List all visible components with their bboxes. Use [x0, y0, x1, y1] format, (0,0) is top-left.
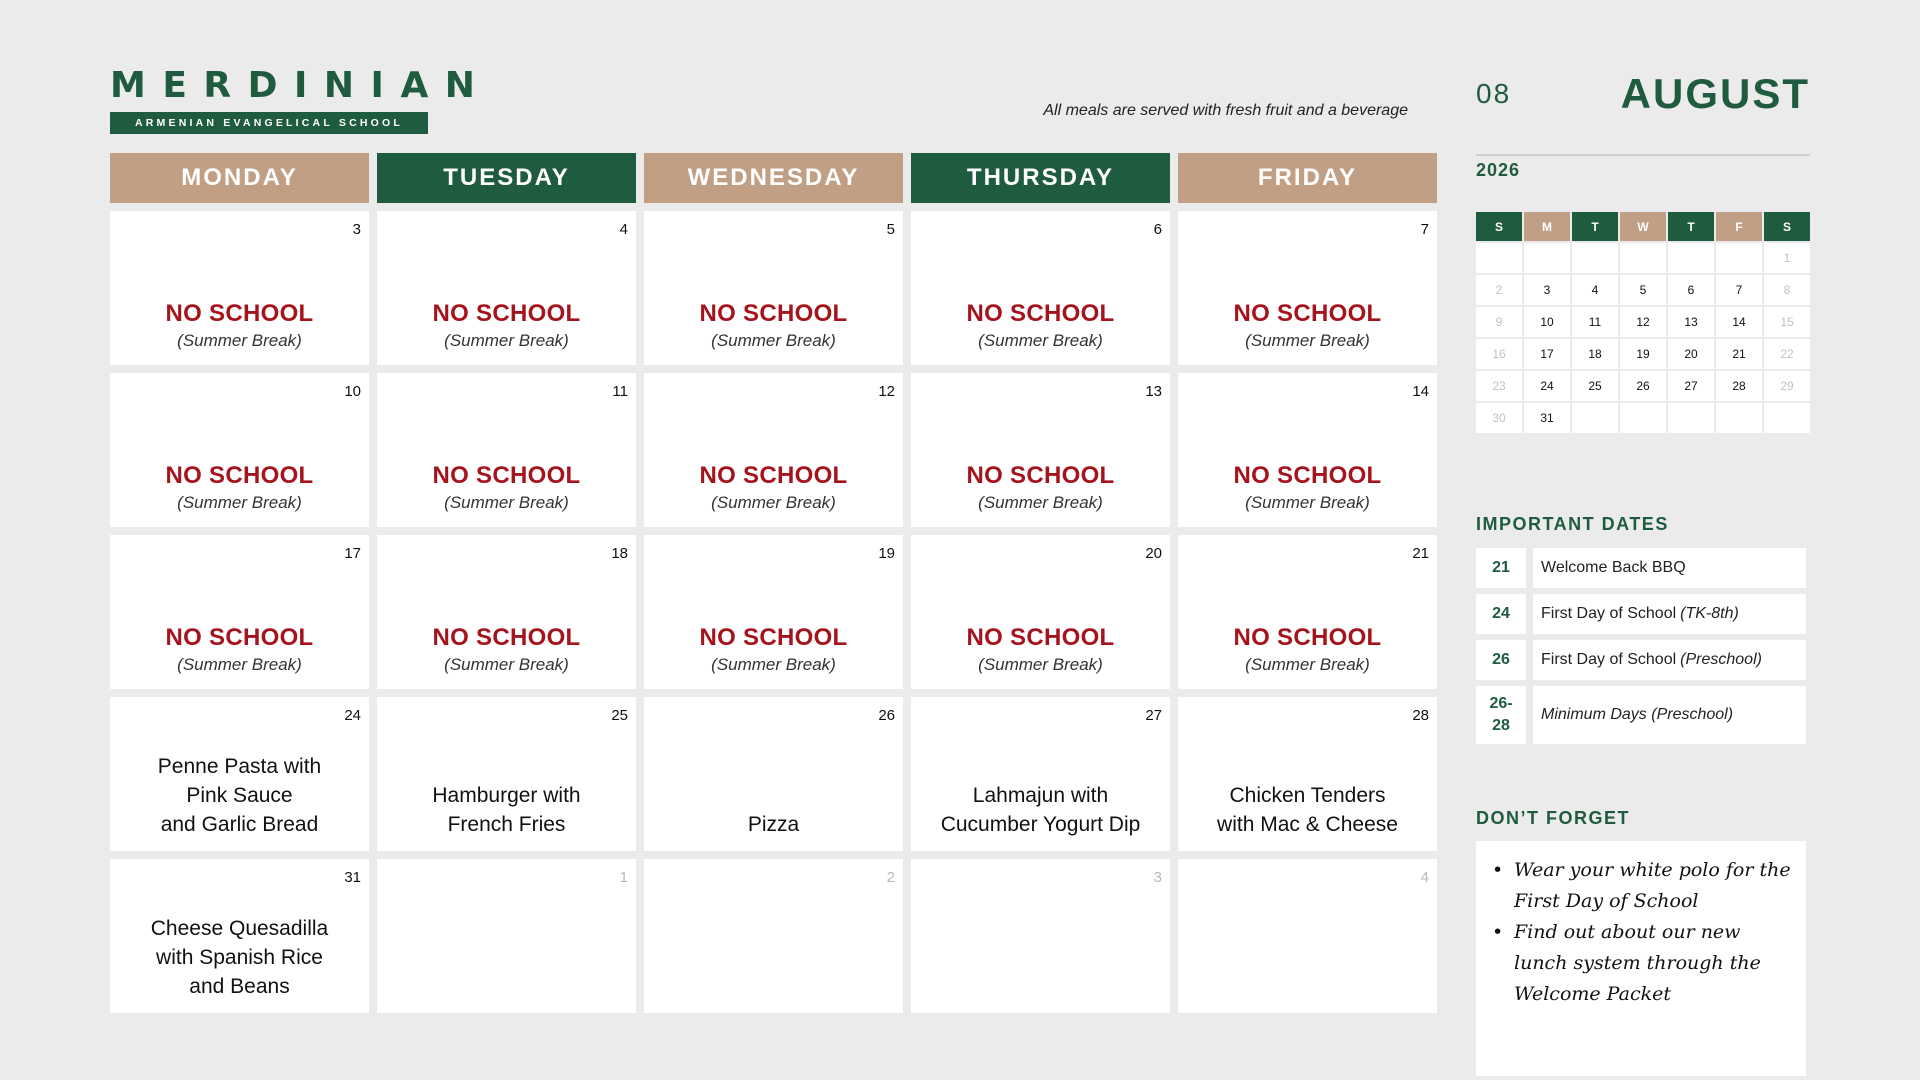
- day-content: [377, 781, 636, 839]
- logo-wordmark: MERDINIAN: [110, 65, 492, 106]
- calendar-week-row: [110, 535, 1437, 689]
- mini-weekday-header: M: [1524, 212, 1570, 241]
- weekday-header-monday: MONDAY: [110, 153, 369, 203]
- no-school-label: NO SCHOOL: [165, 300, 314, 327]
- meal-line: Lahmajun with: [972, 784, 1109, 807]
- weekday-header-wednesday: WEDNESDAY: [644, 153, 903, 203]
- mini-calendar: [1476, 212, 1810, 433]
- important-date-text: [1533, 640, 1806, 680]
- month-name: AUGUST: [1620, 70, 1810, 117]
- mini-calendar-day: 9: [1476, 307, 1522, 337]
- summer-break-note: (Summer Break): [444, 493, 569, 512]
- day-content: [1178, 299, 1437, 353]
- mini-weekday-header: T: [1668, 212, 1714, 241]
- calendar-week-row: [110, 373, 1437, 527]
- day-content: [911, 461, 1170, 515]
- no-school-label: NO SCHOOL: [966, 300, 1115, 327]
- mini-calendar-day: 26: [1620, 371, 1666, 401]
- day-cell: [377, 373, 636, 527]
- mini-calendar-day: [1620, 403, 1666, 433]
- no-school-label: NO SCHOOL: [432, 462, 581, 489]
- mini-calendar-day: 2: [1476, 275, 1522, 305]
- mini-calendar-day: 28: [1716, 371, 1762, 401]
- important-date-text: [1533, 686, 1806, 744]
- date-number: 20: [1145, 545, 1162, 562]
- mini-calendar-row: [1476, 275, 1810, 305]
- day-content: [377, 461, 636, 515]
- meal-line: with Mac & Cheese: [1217, 813, 1398, 836]
- day-cell: [911, 697, 1170, 851]
- mini-calendar-row: [1476, 371, 1810, 401]
- date-number: 24: [344, 707, 361, 724]
- calendar-week-row: [110, 211, 1437, 365]
- summer-break-note: (Summer Break): [978, 655, 1103, 674]
- mini-calendar-day: [1620, 243, 1666, 273]
- day-cell: [110, 373, 369, 527]
- day-content: [911, 623, 1170, 677]
- important-date-day: 26- 28: [1476, 686, 1526, 744]
- summer-break-note: (Summer Break): [177, 655, 302, 674]
- mini-calendar-day: 21: [1716, 339, 1762, 369]
- date-number: 2: [886, 869, 895, 886]
- logo-subtitle: ARMENIAN EVANGELICAL SCHOOL: [110, 112, 428, 134]
- day-cell: [1178, 535, 1437, 689]
- day-content: [1178, 781, 1437, 839]
- mini-calendar-day: 6: [1668, 275, 1714, 305]
- day-cell: [377, 211, 636, 365]
- mini-weekday-header: S: [1476, 212, 1522, 241]
- important-date-day: 26: [1476, 640, 1526, 680]
- summer-break-note: (Summer Break): [711, 655, 836, 674]
- summer-break-note: (Summer Break): [1245, 493, 1370, 512]
- day-cell: [911, 211, 1170, 365]
- summer-break-note: (Summer Break): [177, 493, 302, 512]
- summer-break-note: (Summer Break): [444, 655, 569, 674]
- mini-calendar-day: 18: [1572, 339, 1618, 369]
- mini-calendar-header: [1476, 212, 1810, 241]
- meal-line: Pink Sauce: [186, 784, 293, 807]
- mini-calendar-day: 17: [1524, 339, 1570, 369]
- mini-calendar-day: [1572, 403, 1618, 433]
- summer-break-note: (Summer Break): [978, 493, 1103, 512]
- mini-calendar-day: 1: [1764, 243, 1810, 273]
- dont-forget-title: DON’T FORGET: [1476, 808, 1630, 828]
- meal-line: Cheese Quesadilla: [150, 917, 329, 940]
- important-date-item: [1476, 594, 1806, 634]
- date-number: 5: [886, 221, 895, 238]
- weekday-header-thursday: THURSDAY: [911, 153, 1170, 203]
- mini-calendar-day: 14: [1716, 307, 1762, 337]
- important-date-day: 24: [1476, 594, 1526, 634]
- no-school-label: NO SCHOOL: [699, 300, 848, 327]
- date-number: 7: [1420, 221, 1429, 238]
- date-number: 26: [878, 707, 895, 724]
- school-logo: [110, 65, 492, 134]
- no-school-label: NO SCHOOL: [165, 624, 314, 651]
- mini-calendar-day: 7: [1716, 275, 1762, 305]
- date-number: 27: [1145, 707, 1162, 724]
- important-dates-title: IMPORTANT DATES: [1476, 514, 1669, 534]
- meal-line: and Beans: [189, 975, 290, 998]
- day-cell: [644, 535, 903, 689]
- day-cell: [644, 859, 903, 1013]
- mini-calendar-day: 20: [1668, 339, 1714, 369]
- mini-calendar-day: 31: [1524, 403, 1570, 433]
- meal-line: Pizza: [747, 813, 800, 836]
- mini-calendar-day: 13: [1668, 307, 1714, 337]
- mini-calendar-day: 11: [1572, 307, 1618, 337]
- day-cell: [377, 859, 636, 1013]
- important-date-item: [1476, 686, 1806, 744]
- weekday-header-tuesday: TUESDAY: [377, 153, 636, 203]
- day-content: [644, 299, 903, 353]
- no-school-label: NO SCHOOL: [699, 624, 848, 651]
- mini-calendar-day: [1572, 243, 1618, 273]
- day-cell: [911, 535, 1170, 689]
- month-number: 08: [1476, 78, 1512, 109]
- mini-calendar-day: [1668, 403, 1714, 433]
- mini-weekday-header: F: [1716, 212, 1762, 241]
- meal-line: and Garlic Bread: [160, 813, 319, 836]
- date-number: 28: [1412, 707, 1429, 724]
- summer-break-note: (Summer Break): [978, 331, 1103, 350]
- date-number: 25: [611, 707, 628, 724]
- mini-calendar-day: 29: [1764, 371, 1810, 401]
- day-cell: [1178, 697, 1437, 851]
- day-cell: [110, 697, 369, 851]
- important-date-item: [1476, 548, 1806, 588]
- mini-calendar-day: [1716, 243, 1762, 273]
- mini-calendar-day: 23: [1476, 371, 1522, 401]
- date-number: 4: [1420, 869, 1429, 886]
- meal-line: with Spanish Rice: [156, 946, 323, 969]
- mini-calendar-row: [1476, 339, 1810, 369]
- no-school-label: NO SCHOOL: [1233, 300, 1382, 327]
- date-number: 6: [1153, 221, 1162, 238]
- dont-forget-item: • Find out about our new lunch system through the Welcome Packet: [1500, 917, 1796, 1010]
- date-number: 3: [352, 221, 361, 238]
- day-cell: [911, 859, 1170, 1013]
- day-content: [110, 914, 369, 1001]
- day-content: [1178, 623, 1437, 677]
- mini-calendar-row: [1476, 403, 1810, 433]
- mini-weekday-header: T: [1572, 212, 1618, 241]
- summer-break-note: (Summer Break): [711, 331, 836, 350]
- day-cell: [377, 697, 636, 851]
- day-content: [377, 623, 636, 677]
- calendar-week-row: [110, 859, 1437, 1013]
- day-content: [644, 461, 903, 515]
- day-cell: [911, 373, 1170, 527]
- dont-forget-box: [1476, 841, 1806, 1076]
- mini-calendar-day: 8: [1764, 275, 1810, 305]
- lunch-calendar: [110, 153, 1437, 1013]
- mini-calendar-day: 12: [1620, 307, 1666, 337]
- divider: [1476, 154, 1810, 156]
- day-cell: [644, 697, 903, 851]
- important-date-title: First Day of School: [1541, 605, 1677, 622]
- important-date-note: Minimum Days (Preschool): [1541, 706, 1734, 723]
- mini-calendar-day: 19: [1620, 339, 1666, 369]
- mini-calendar-day: [1476, 243, 1522, 273]
- summer-break-note: (Summer Break): [177, 331, 302, 350]
- important-date-note: (Preschool): [1680, 651, 1762, 668]
- meal-line: French Fries: [447, 813, 566, 836]
- no-school-label: NO SCHOOL: [432, 300, 581, 327]
- mini-calendar-day: 4: [1572, 275, 1618, 305]
- mini-weekday-header: W: [1620, 212, 1666, 241]
- mini-calendar-day: 3: [1524, 275, 1570, 305]
- mini-calendar-row: [1476, 307, 1810, 337]
- date-number: 4: [619, 221, 628, 238]
- date-number: 1: [619, 869, 628, 886]
- day-cell: [644, 211, 903, 365]
- mini-calendar-day: 25: [1572, 371, 1618, 401]
- mini-calendar-day: [1716, 403, 1762, 433]
- date-number: 17: [344, 545, 361, 562]
- no-school-label: NO SCHOOL: [165, 462, 314, 489]
- day-cell: [1178, 859, 1437, 1013]
- calendar-week-row: [110, 697, 1437, 851]
- date-number: 13: [1145, 383, 1162, 400]
- important-date-text: [1533, 548, 1806, 588]
- important-date-title: Welcome Back BBQ: [1541, 559, 1686, 576]
- day-content: [911, 299, 1170, 353]
- mini-calendar-day: [1668, 243, 1714, 273]
- day-cell: [110, 535, 369, 689]
- date-number: 21: [1412, 545, 1429, 562]
- no-school-label: NO SCHOOL: [432, 624, 581, 651]
- day-content: [644, 623, 903, 677]
- date-number: 19: [878, 545, 895, 562]
- day-content: [1178, 461, 1437, 515]
- meal-line: Hamburger with: [432, 784, 581, 807]
- date-number: 18: [611, 545, 628, 562]
- day-cell: [110, 211, 369, 365]
- mini-calendar-day: 27: [1668, 371, 1714, 401]
- dont-forget-list: [1500, 855, 1796, 1010]
- year-label: 2026: [1476, 160, 1521, 180]
- day-content: [911, 781, 1170, 839]
- day-content: [110, 752, 369, 839]
- no-school-label: NO SCHOOL: [1233, 462, 1382, 489]
- calendar-weeks: [110, 211, 1437, 1013]
- date-number: 12: [878, 383, 895, 400]
- dont-forget-item: • Wear your white polo for the First Day of School: [1500, 855, 1796, 917]
- day-content: [110, 461, 369, 515]
- mini-calendar-day: 30: [1476, 403, 1522, 433]
- important-dates-list: [1476, 548, 1806, 750]
- meal-line: Penne Pasta with: [157, 755, 322, 778]
- weekday-header-row: [110, 153, 1437, 203]
- summer-break-note: (Summer Break): [444, 331, 569, 350]
- summer-break-note: (Summer Break): [1245, 331, 1370, 350]
- day-cell: [1178, 211, 1437, 365]
- date-number: 3: [1153, 869, 1162, 886]
- day-content: [110, 299, 369, 353]
- date-number: 31: [344, 869, 361, 886]
- meal-line: Cucumber Yogurt Dip: [940, 813, 1141, 836]
- date-number: 10: [344, 383, 361, 400]
- day-cell: [377, 535, 636, 689]
- no-school-label: NO SCHOOL: [966, 624, 1115, 651]
- important-date-text: [1533, 594, 1806, 634]
- date-number: 14: [1412, 383, 1429, 400]
- important-date-day: 21: [1476, 548, 1526, 588]
- date-number: 11: [612, 383, 628, 400]
- mini-calendar-body: [1476, 243, 1810, 433]
- no-school-label: NO SCHOOL: [1233, 624, 1382, 651]
- meal-line: Chicken Tenders: [1229, 784, 1386, 807]
- day-cell: [644, 373, 903, 527]
- weekday-header-friday: FRIDAY: [1178, 153, 1437, 203]
- month-header: [1476, 68, 1810, 124]
- mini-calendar-day: 22: [1764, 339, 1810, 369]
- important-date-note: (TK-8th): [1680, 605, 1739, 622]
- important-date-title: First Day of School: [1541, 651, 1677, 668]
- mini-weekday-header: S: [1764, 212, 1810, 241]
- day-content: [110, 623, 369, 677]
- mini-calendar-row: [1476, 243, 1810, 273]
- day-content: [644, 810, 903, 839]
- mini-calendar-day: [1764, 403, 1810, 433]
- mini-calendar-day: 15: [1764, 307, 1810, 337]
- meal-note: All meals are served with fresh fruit and a beverage: [1043, 102, 1408, 119]
- mini-calendar-day: 24: [1524, 371, 1570, 401]
- mini-calendar-day: 16: [1476, 339, 1522, 369]
- mini-calendar-day: 5: [1620, 275, 1666, 305]
- sidebar: [1476, 68, 1810, 1005]
- mini-calendar-day: [1524, 243, 1570, 273]
- day-content: [377, 299, 636, 353]
- day-cell: [1178, 373, 1437, 527]
- day-cell: [110, 859, 369, 1013]
- no-school-label: NO SCHOOL: [699, 462, 848, 489]
- important-date-item: [1476, 640, 1806, 680]
- mini-calendar-day: 10: [1524, 307, 1570, 337]
- no-school-label: NO SCHOOL: [966, 462, 1115, 489]
- summer-break-note: (Summer Break): [711, 493, 836, 512]
- summer-break-note: (Summer Break): [1245, 655, 1370, 674]
